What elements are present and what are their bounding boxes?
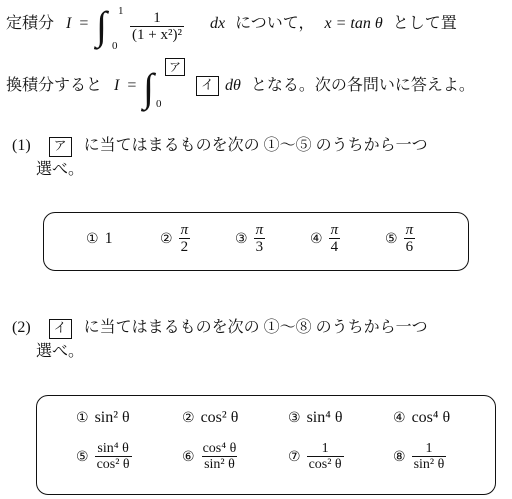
q2-option-1[interactable] bbox=[76, 409, 130, 427]
option-denominator: 2 bbox=[180, 239, 189, 255]
dtheta-text: dθ bbox=[225, 77, 241, 94]
intro-line2 bbox=[6, 76, 136, 96]
option-mark: ⑤ bbox=[385, 230, 398, 247]
question-1-text2: 選べ。 bbox=[36, 161, 85, 178]
option-mark: ⑥ bbox=[182, 448, 195, 465]
q2-option-3[interactable] bbox=[288, 409, 342, 427]
q2-option-4[interactable] bbox=[393, 409, 450, 427]
integrand-numerator: 1 bbox=[153, 10, 161, 26]
intro-suffix: として置 bbox=[392, 15, 457, 32]
option-numerator: π bbox=[180, 222, 189, 238]
answer-box-i-integrand: イ bbox=[196, 76, 219, 96]
option-denominator: cos² θ bbox=[96, 457, 130, 472]
intro-prefix: 定積分 bbox=[6, 15, 55, 32]
question-2-number: (2) bbox=[12, 319, 31, 336]
question-2-text2: 選べ。 bbox=[36, 343, 85, 360]
option-denominator: 6 bbox=[405, 239, 414, 255]
intro-line2-prefix: 換積分すると bbox=[6, 77, 103, 94]
option-denominator: sin² θ bbox=[413, 457, 445, 472]
variable-I-2: I bbox=[114, 77, 120, 94]
equals-sign: = bbox=[79, 15, 89, 32]
question-2-text: に当てはまるものを次の ①〜⑧ のうちから一つ bbox=[83, 319, 428, 336]
q1-option-4[interactable] bbox=[310, 222, 340, 255]
option-denominator: 3 bbox=[255, 239, 264, 255]
option-numerator: π bbox=[255, 222, 264, 238]
q1-option-1[interactable] bbox=[86, 230, 113, 248]
option-denominator: cos² θ bbox=[308, 457, 342, 472]
answer-box-i: イ bbox=[49, 319, 72, 339]
q2-option-2[interactable] bbox=[182, 409, 238, 427]
answer-box-a: ア bbox=[49, 137, 72, 157]
q2-option-8[interactable] bbox=[393, 441, 446, 472]
option-mark: ④ bbox=[310, 230, 323, 247]
intro-line1 bbox=[6, 14, 88, 34]
option-mark: ② bbox=[182, 410, 195, 426]
question-1 bbox=[12, 136, 428, 157]
q1-option-2[interactable] bbox=[160, 222, 190, 255]
option-numerator: 1 bbox=[425, 441, 433, 456]
intro-line2-suffix: となる。次の各問いに答えよ。 bbox=[250, 77, 475, 94]
option-value: 1 bbox=[104, 230, 113, 247]
intro-line1-rest bbox=[210, 14, 457, 34]
question-2 bbox=[12, 318, 428, 339]
dx-text: dx bbox=[210, 15, 226, 32]
q1-option-5[interactable] bbox=[385, 222, 415, 255]
intro-mid: について， bbox=[235, 15, 315, 32]
option-mark: ① bbox=[76, 410, 89, 426]
option-numerator: 1 bbox=[321, 441, 329, 456]
option-numerator: sin⁴ θ bbox=[97, 441, 129, 456]
q1-option-3[interactable] bbox=[235, 222, 265, 255]
option-mark: ① bbox=[86, 231, 99, 247]
integral-lower-limit: 0 bbox=[112, 40, 118, 52]
option-value: sin⁴ θ bbox=[306, 409, 343, 426]
option-mark: ⑦ bbox=[288, 448, 301, 465]
option-value: sin² θ bbox=[94, 409, 130, 426]
option-denominator: 4 bbox=[330, 239, 339, 255]
q2-option-5[interactable] bbox=[76, 441, 132, 472]
option-value: cos⁴ θ bbox=[411, 409, 451, 426]
q2-option-6[interactable] bbox=[182, 441, 238, 472]
option-denominator: sin² θ bbox=[204, 457, 235, 472]
option-mark: ② bbox=[160, 230, 173, 247]
integrand-fraction bbox=[130, 10, 184, 43]
equals-sign-2: = bbox=[127, 77, 137, 94]
integrand-denominator: (1 + x²)² bbox=[132, 27, 182, 43]
option-mark: ④ bbox=[393, 410, 406, 426]
option-numerator: π bbox=[330, 222, 339, 238]
answer-box-a-upper: ア bbox=[165, 58, 185, 76]
question-1-number: (1) bbox=[12, 137, 31, 154]
option-mark: ③ bbox=[235, 230, 248, 247]
integral-sign-2: ∫ bbox=[143, 65, 154, 110]
option-numerator: cos⁴ θ bbox=[202, 441, 237, 456]
substitution: x = tan θ bbox=[324, 15, 383, 32]
q2-option-7[interactable] bbox=[288, 441, 344, 472]
option-numerator: π bbox=[405, 222, 414, 238]
integral-sign-1: ∫ bbox=[96, 3, 107, 48]
question-1-text: に当てはまるものを次の ①〜⑤ のうちから一つ bbox=[83, 137, 428, 154]
option-mark: ⑧ bbox=[393, 448, 406, 465]
option-mark: ③ bbox=[288, 410, 301, 426]
intro-line2-rest bbox=[225, 76, 475, 96]
variable-I: I bbox=[66, 15, 72, 32]
option-value: cos² θ bbox=[200, 409, 239, 426]
option-mark: ⑤ bbox=[76, 448, 89, 465]
integral2-lower-limit: 0 bbox=[156, 98, 162, 110]
integral-upper-limit: 1 bbox=[118, 5, 124, 17]
